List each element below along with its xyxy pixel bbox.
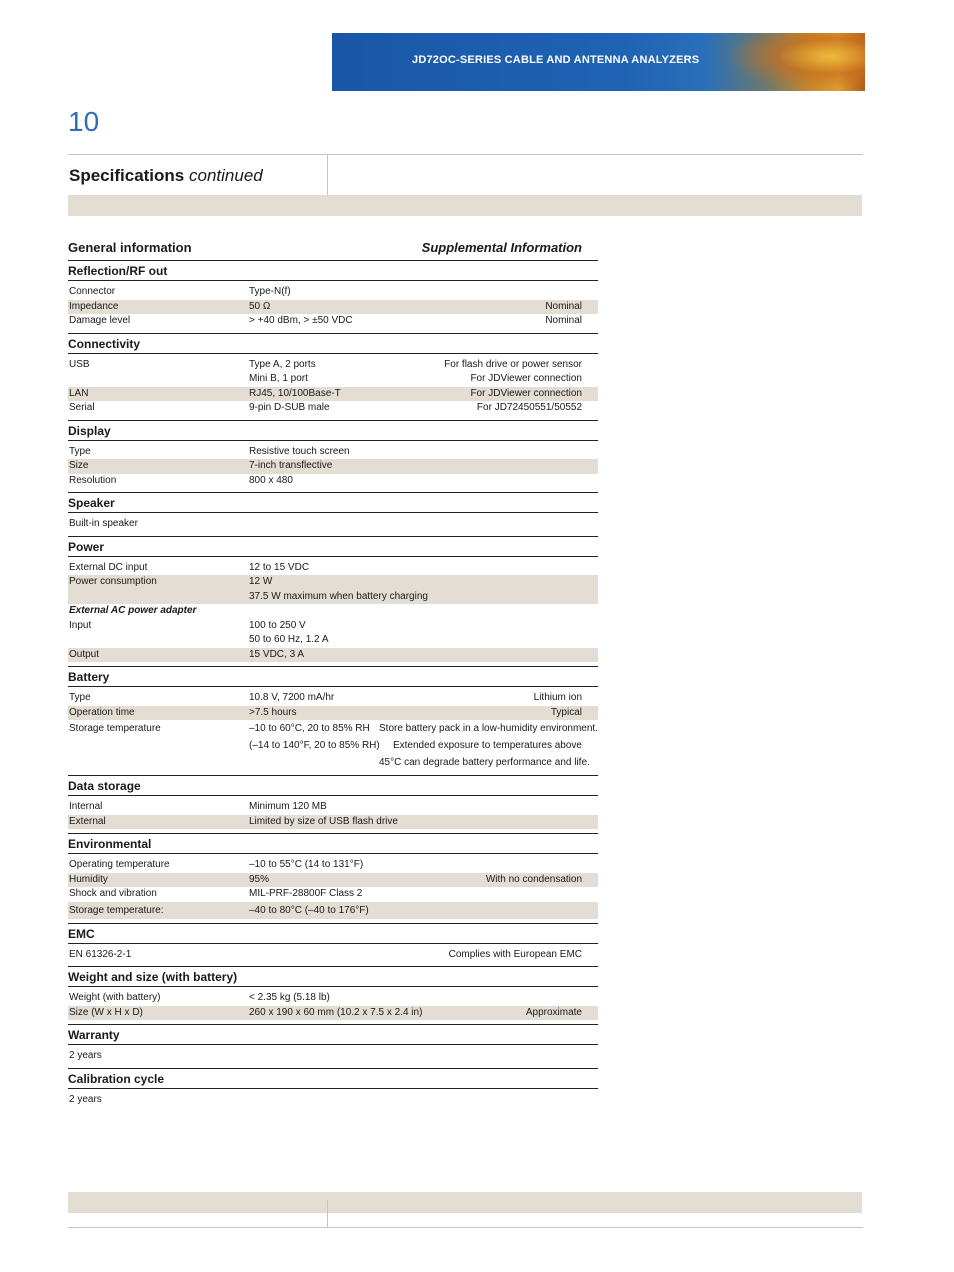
spec-label: Type [69,692,91,703]
spec-row [68,604,598,619]
spec-note [379,887,598,902]
spec-note [379,648,598,663]
banner-title: JD72OC-SERIES CABLE AND ANTENNA ANALYZERS [412,54,700,66]
spec-value: –40 to 80°C (–40 to 176°F) [249,904,369,916]
spec-label: Weight (with battery) [69,992,161,1003]
group-rows [68,557,598,667]
group-rows [68,441,598,493]
spec-row [68,754,598,771]
spec-label: Operating temperature [69,859,170,870]
spec-groups [68,260,598,1111]
group-title: Connectivity [68,336,141,351]
bottom-column-divider [327,1200,328,1227]
group-rows [68,944,598,967]
spec-row [68,590,598,605]
spec-value: 260 x 190 x 60 mm (10.2 x 7.5 x 2.4 in) [249,1006,423,1018]
spec-value: 15 VDC, 3 A [249,648,305,660]
group-rows [68,854,598,923]
spec-note [379,561,598,576]
spec-row [68,1049,598,1064]
group-rows [68,1089,598,1112]
spec-note [379,1093,598,1108]
group-title: EMC [68,926,95,941]
spec-label: Impedance [69,300,119,312]
spec-note: Complies with European EMC [448,948,582,960]
spec-row [68,314,598,329]
section-title [69,166,263,186]
spec-note [379,1049,598,1064]
spec-label [68,372,249,387]
spec-row [68,1006,598,1021]
spec-label: Input [69,619,92,631]
group-title: Display [68,423,111,438]
spec-note: With no condensation [485,873,582,885]
group-rows [68,796,598,833]
spec-label: EN 61326-2-1 [69,948,132,960]
spec-row [68,1093,598,1108]
spec-row [68,285,598,300]
spec-value: MIL-PRF-28800F Class 2 [249,888,363,899]
spec-value: > +40 dBm, > ±50 VDC [249,315,353,326]
group-title: Data storage [68,779,141,793]
spec-value [249,517,379,532]
spec-note [379,604,598,619]
spec-row [68,619,598,634]
bottom-band [68,1192,862,1213]
spec-note: 45°C can degrade battery performance and life. [379,757,590,768]
spec-value: Type-N(f) [249,286,291,297]
spec-value: Minimum 120 MB [249,801,327,812]
spec-note [379,517,598,532]
spec-row [68,991,598,1006]
spec-value [249,948,379,963]
spec-row [68,648,598,663]
spec-row [68,387,598,402]
top-band [68,195,862,216]
spec-note: For JD72450551/50552 [476,402,582,413]
spec-row [68,459,598,474]
group-title: Weight and size (with battery) [68,970,238,984]
spec-row [68,372,598,387]
spec-note [379,800,598,815]
spec-note: Store battery pack in a low-humidity environment. [379,723,598,734]
spec-row [68,691,598,706]
spec-row [68,800,598,815]
spec-value: 50 Ω [249,300,271,312]
spec-row [68,706,598,721]
spec-label: External DC input [69,561,148,573]
spec-note [379,633,598,648]
group-title: Environmental [68,837,152,851]
spec-value: 9-pin D-SUB male [249,402,330,413]
spec-value: –10 to 60°C, 20 to 85% RH [249,723,370,734]
supplemental-info-heading: Supplemental Information [421,240,582,255]
group-title: Battery [68,670,110,684]
spec-label: Operation time [69,706,135,718]
spec-note: Approximate [525,1006,582,1018]
spec-value [249,1049,379,1064]
spec-value: 12 W [249,576,273,587]
spec-value: 10.8 V, 7200 mA/hr [249,692,335,703]
spec-table [68,240,598,1111]
top-divider [68,154,863,155]
spec-row [68,561,598,576]
spec-label: External AC power adapter [69,605,197,616]
section-title-continued: continued [189,166,263,185]
spec-row [68,633,598,648]
spec-value: Limited by size of USB flash drive [249,815,398,827]
spec-value: >7.5 hours [249,706,297,718]
spec-value: (–14 to 140°F, 20 to 85% RH) [249,740,380,751]
spec-label [68,754,249,771]
spec-label: Output [69,648,100,660]
spec-note: Typical [550,706,582,718]
group-rows [68,354,598,420]
banner-graphic [725,33,865,91]
spec-label: Humidity [69,873,108,885]
spec-value: 800 x 480 [249,474,293,486]
spec-row [68,358,598,373]
spec-label [68,737,249,754]
spec-label: Damage level [69,315,131,326]
spec-label: Internal [69,801,103,812]
spec-label: USB [69,358,90,370]
group-title: Reflection/RF out [68,264,168,278]
spec-label: Size (W x H x D) [69,1006,143,1018]
group-rows [68,1045,598,1068]
page-number: 10 [68,106,100,137]
spec-value: 100 to 250 V [249,619,306,631]
spec-label: Resolution [69,474,117,486]
spec-value: 7-inch transflective [249,460,333,471]
spec-label: Type [69,445,91,457]
spec-value [249,1093,379,1108]
spec-label: External [69,815,106,827]
spec-label: LAN [69,387,89,399]
spec-note: Lithium ion [533,692,582,703]
spec-label: 2 years [69,1093,102,1105]
spec-label: Storage temperature [69,723,161,734]
spec-row [68,858,598,873]
group-rows [68,687,598,775]
spec-value: RJ45, 10/100Base-T [249,387,341,399]
spec-row [68,401,598,416]
bottom-divider [68,1227,863,1228]
spec-row [68,474,598,489]
spec-value [249,754,379,771]
spec-note: Nominal [545,315,582,326]
group-rows [68,513,598,536]
spec-value: 12 to 15 VDC [249,561,310,573]
header-banner [332,33,865,91]
spec-label [68,590,249,605]
group-rows [68,987,598,1024]
spec-row [68,300,598,315]
spec-label: Connector [69,286,116,297]
spec-value [249,604,379,619]
spec-note [379,575,598,590]
spec-label: Built-in speaker [69,518,138,529]
spec-note [379,474,598,489]
spec-note: For flash drive or power sensor [444,358,582,370]
spec-label: Size [69,460,89,471]
spec-note [379,459,598,474]
group-rows [68,281,598,333]
spec-note: For JDViewer connection [470,387,582,399]
spec-row [68,575,598,590]
spec-note [379,902,598,919]
spec-note [379,815,598,830]
group-title: Warranty [68,1028,120,1042]
spec-note [379,445,598,460]
spec-note: For JDViewer connection [470,373,582,384]
spec-row [68,887,598,902]
spec-label: Shock and vibration [69,888,157,899]
spec-note [379,858,598,873]
spec-row [68,737,598,754]
spec-note: Extended exposure to temperatures above [392,740,582,751]
spec-note [379,285,598,300]
spec-row [68,720,598,737]
spec-value: 50 to 60 Hz, 1.2 A [249,634,329,645]
spec-value: Resistive touch screen [249,445,350,457]
spec-value: 95% [249,873,270,885]
spec-value: < 2.35 kg (5.18 lb) [249,992,330,1003]
spec-row [68,815,598,830]
spec-label: Serial [69,402,95,413]
group-title: Power [68,539,105,554]
spec-value: Type A, 2 ports [249,358,316,370]
section-title-main: Specifications [69,166,185,185]
group-title: Calibration cycle [68,1071,165,1086]
spec-note [379,590,598,605]
spec-value: Mini B, 1 port [249,373,308,384]
spec-row [68,517,598,532]
spec-note: Nominal [545,300,582,312]
spec-row [68,902,598,919]
spec-row [68,948,598,963]
spec-header [68,240,598,260]
spec-row [68,873,598,888]
spec-note [379,619,598,634]
spec-label: Storage temperature: [69,904,164,916]
spec-value: –10 to 55°C (14 to 131°F) [249,859,364,870]
spec-label: 2 years [69,1050,102,1061]
spec-row [68,445,598,460]
spec-label [68,633,249,648]
group-title: Speaker [68,496,115,510]
general-info-heading: General information [68,240,192,255]
spec-note [379,991,598,1006]
spec-label: Power consumption [69,576,157,587]
spec-value: 37.5 W maximum when battery charging [249,590,428,602]
